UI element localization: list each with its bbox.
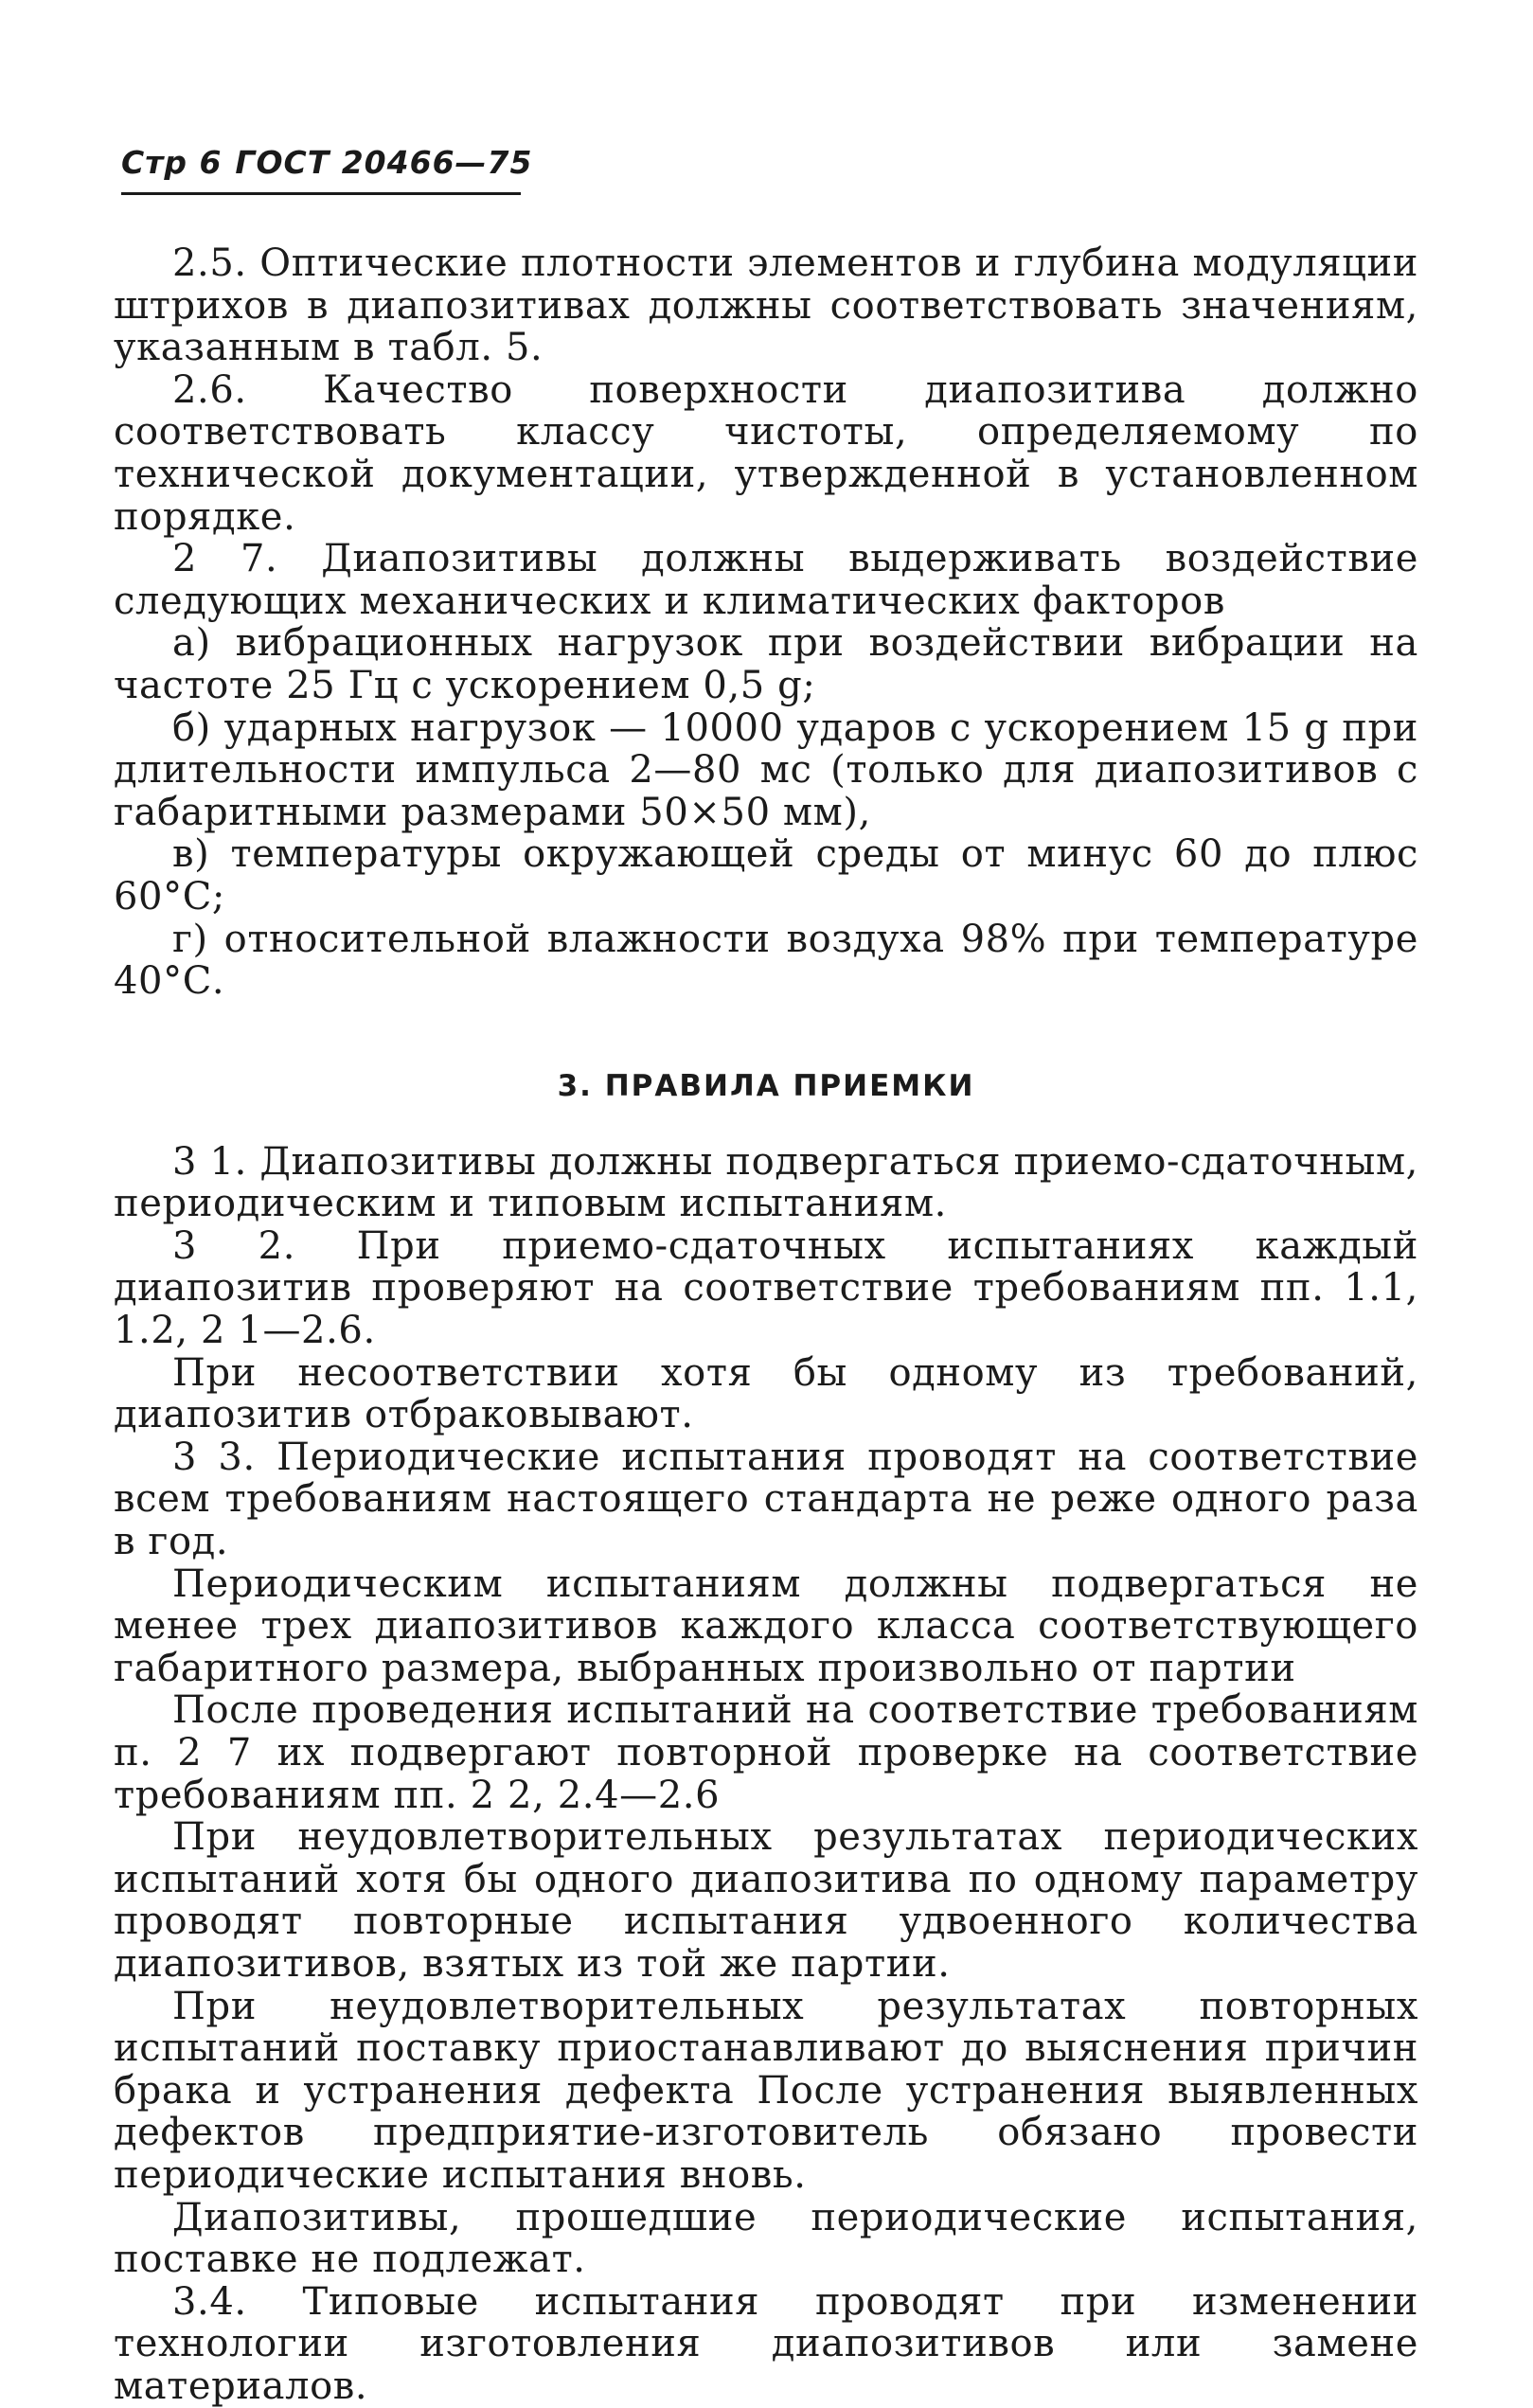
paragraph-3-3: 3 3. Периодические испытания проводят на соответствие всем требованиям настоящего стандарта не реже одного раза в год. bbox=[114, 1435, 1418, 1564]
section-heading: 3. ПРАВИЛА ПРИЕМКИ bbox=[557, 1068, 975, 1103]
paragraph-3-3-sampling: Периодическим испытаниям должны подвергаться не менее трех диапозитивов каждого класса соответствующего габаритного размера, выбранных произвольно от партии bbox=[114, 1561, 1418, 1690]
paragraph-3-3-repeat: При неудовлетворительных результатах периодических испытаний хотя бы одного диапозитива по одному параметру проводят повторные испытания удвоенного количества диапозитивов, взятых из той же партии. bbox=[114, 1815, 1418, 1986]
list-item-a: а) вибрационных нагрузок при воздействии вибрации на частоте 25 Гц с ускорением 0,5 g; bbox=[114, 621, 1418, 707]
paragraph-3-3-suspend: При неудовлетворительных результатах повторных испытаний поставку приостанавливают до выяснения причин брака и устранения дефекта После устранения выявленных дефектов предприятие-изготовитель обязано провести периодические испытания вновь. bbox=[114, 1984, 1418, 2197]
header-rule bbox=[121, 192, 521, 195]
list-item-b: б) ударных нагрузок — 10000 ударов с ускорением 15 g при длительности импульса 2—80 мс (только для диапозитивов с габаритными размерами 50×50 мм), bbox=[114, 705, 1418, 834]
list-item-v: в) температуры окружающей среды от минус 60 до плюс 60°С; bbox=[114, 832, 1418, 919]
paragraph-3-2: 3 2. При приемо-сдаточных испытаниях каждый диапозитив проверяют на соответствие требованиям пп. 1.1, 1.2, 2 1—2.6. bbox=[114, 1223, 1418, 1353]
running-header bbox=[121, 144, 545, 181]
body-text bbox=[114, 242, 1418, 2408]
list-item-g: г) относительной влажности воздуха 98% при температуре 40°С. bbox=[114, 917, 1418, 1004]
paragraph-3-2-reject: При несоответствии хотя бы одному из требований, диапозитив отбраковывают. bbox=[114, 1350, 1418, 1437]
paragraph-2-5: 2.5. Оптические плотности элементов и глубина модуляции штрихов в диапозитивах должны соответствовать значениям, указанным в табл. 5. bbox=[114, 241, 1418, 370]
standard-number: ГОСТ 20466—75 bbox=[235, 144, 533, 181]
paragraph-2-7: 2 7. Диапозитивы должны выдерживать воздействие следующих механических и климатических факторов bbox=[114, 537, 1418, 623]
paragraph-3-3-recheck: После проведения испытаний на соответствие требованиям п. 2 7 их подвергают повторной проверке на соответствие требованиям пп. 2 2, 2.4—2.6 bbox=[114, 1688, 1418, 1817]
paragraph-3-1: 3 1. Диапозитивы должны подвергаться приемо-сдаточным, периодическим и типовым испытаниям. bbox=[114, 1139, 1418, 1226]
paragraph-3-3-not-delivered: Диапозитивы, прошедшие периодические испытания, поставке не подлежат. bbox=[114, 2195, 1418, 2282]
page-label: Стр 6 bbox=[121, 144, 223, 181]
paragraph-2-6: 2.6. Качество поверхности диапозитива должно соответствовать классу чистоты, определяемому по технической документации, утвержденной в установленном порядке. bbox=[114, 367, 1418, 539]
paragraph-3-4: 3.4. Типовые испытания проводят при изменении технологии изготовления диапозитивов или замене материалов. bbox=[114, 2279, 1418, 2408]
